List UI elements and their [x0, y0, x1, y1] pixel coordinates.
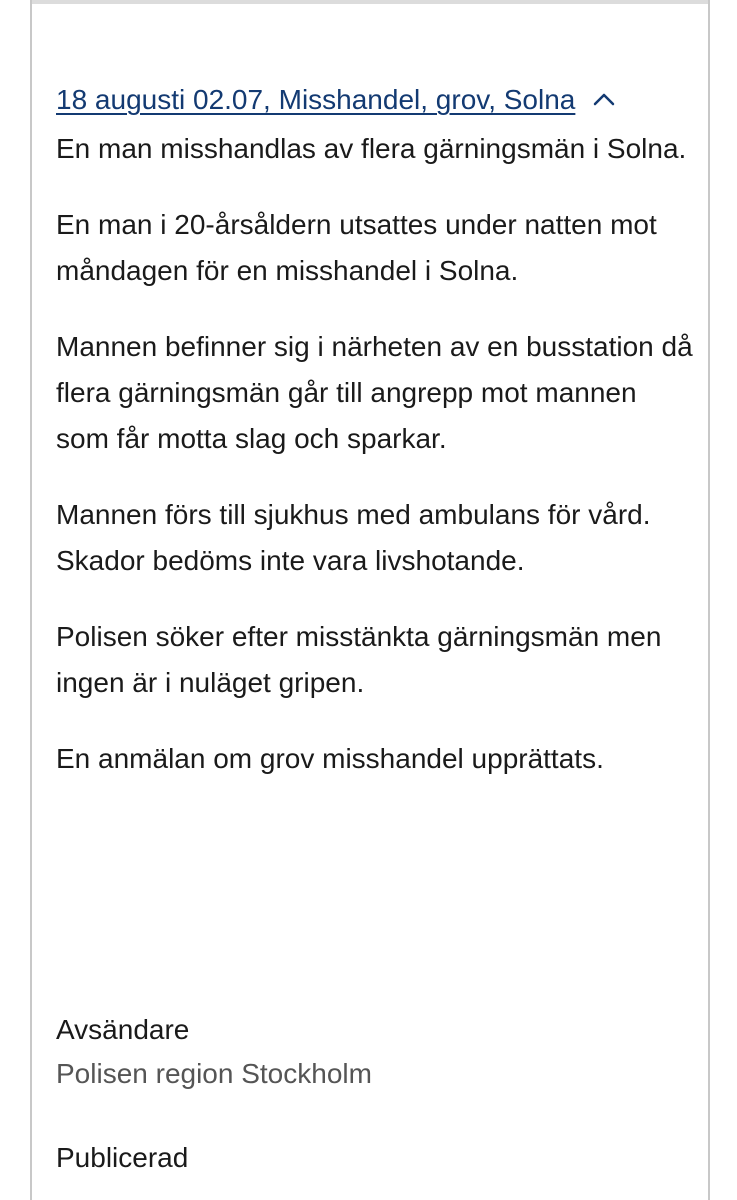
- published-label: Publicerad: [56, 1142, 189, 1173]
- article-paragraph: En anmälan om grov misshandel upprättats.: [56, 743, 604, 774]
- article-paragraph: Mannen förs till sjukhus med ambulans för vård. Skador bedöms inte vara livshotande.: [56, 499, 651, 576]
- article-paragraph: En man misshandlas av flera gärningsmän i Solna.: [56, 133, 687, 164]
- article-paragraph: En man i 20-årsåldern utsattes under natten mot måndagen för en misshandel i Solna.: [56, 209, 657, 286]
- sender-block: [56, 1010, 696, 1094]
- event-article: [56, 80, 696, 782]
- panel-left-border: [30, 0, 32, 1200]
- panel-top-border: [30, 0, 710, 4]
- article-paragraph: Polisen söker efter misstänkta gärningsmän men ingen är i nuläget gripen.: [56, 621, 662, 698]
- published-block: [56, 1138, 696, 1178]
- article-paragraph: Mannen befinner sig i närheten av en busstation då flera gärningsmän går till angrepp mot mannen som får motta slag och sparkar.: [56, 331, 693, 454]
- event-headline-link[interactable]: 18 augusti 02.07, Misshandel, grov, Solna: [56, 84, 576, 115]
- sender-label: Avsändare: [56, 1014, 190, 1045]
- chevron-up-icon[interactable]: [593, 89, 615, 111]
- panel-right-border: [708, 0, 710, 1200]
- sender-value: Polisen region Stockholm: [56, 1058, 372, 1089]
- event-headline-row[interactable]: [56, 80, 696, 120]
